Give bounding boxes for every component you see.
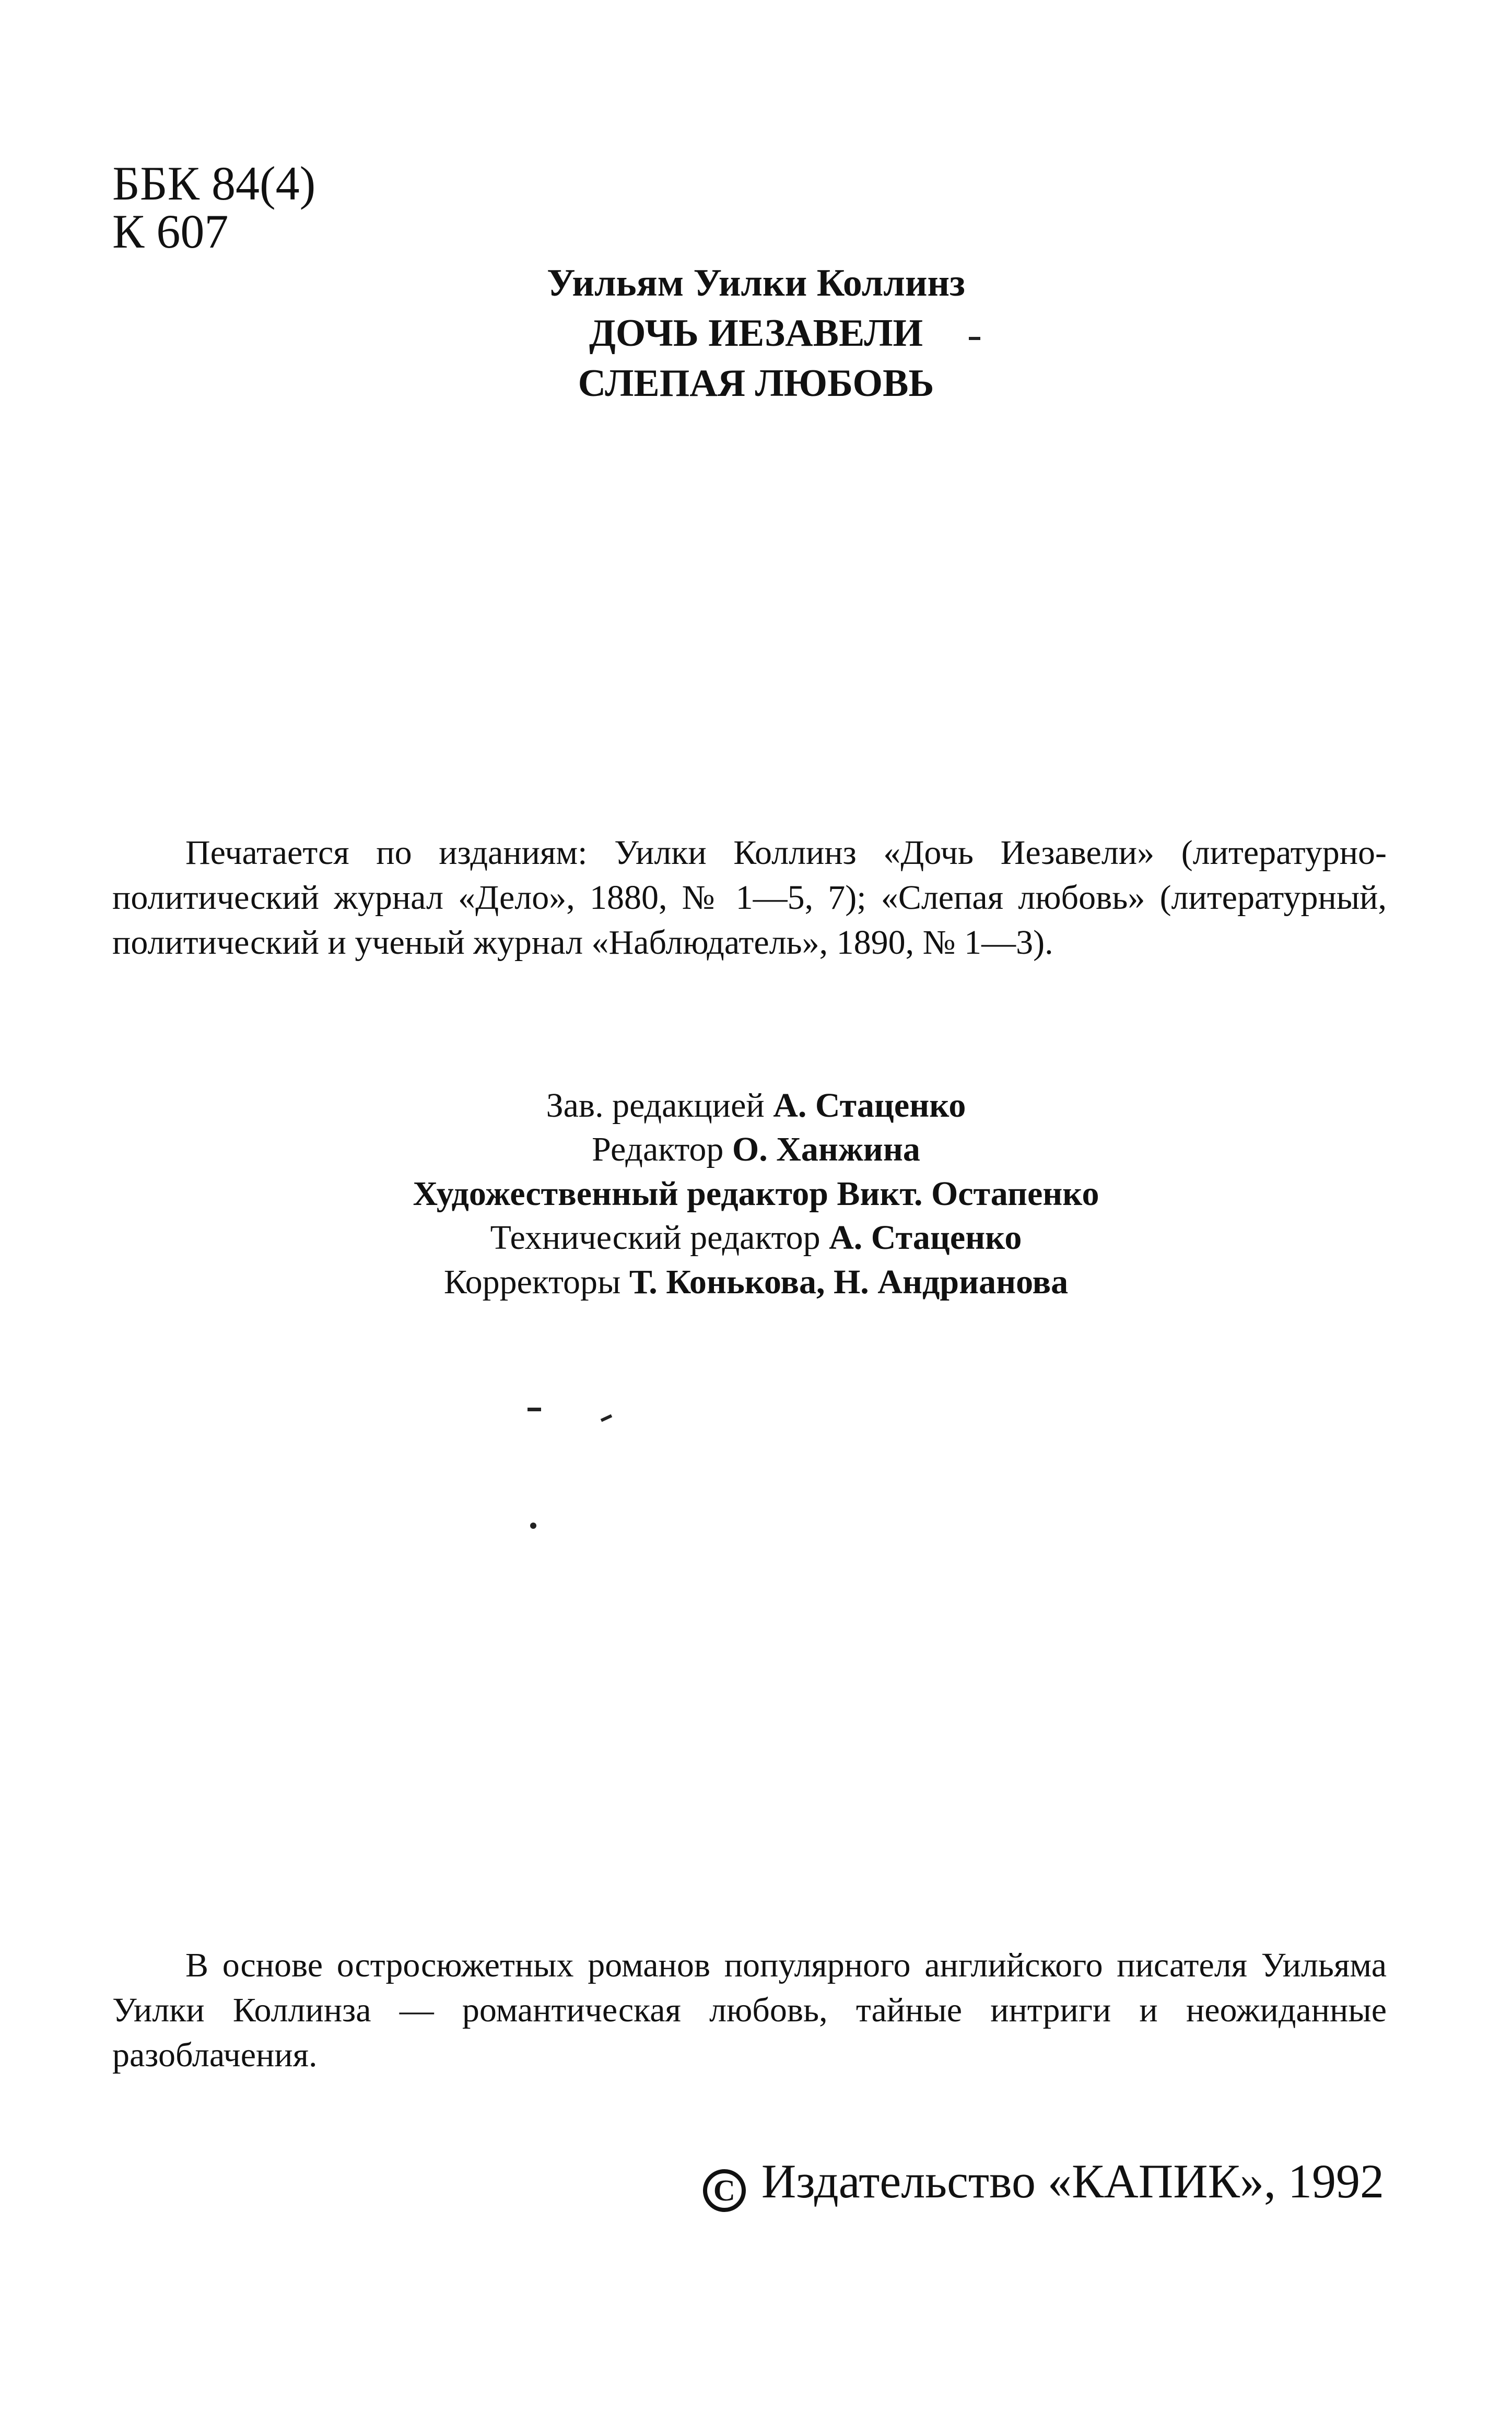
author-index-code: К 607	[112, 205, 229, 258]
credit-person: Викт. Остапенко	[837, 1174, 1099, 1213]
credit-role: Редактор	[592, 1130, 724, 1169]
credit-line	[0, 1084, 1512, 1128]
annotation: В основе остросюжетных романов популярного английского писателя Уильяма Уилки Коллинза — романтическая любовь, тайные интриги и неожиданные разоблачения.	[112, 1946, 1387, 2074]
print-mark	[528, 1408, 541, 1411]
credit-person: Т. Конькова, Н. Андрианова	[629, 1262, 1069, 1301]
source-note: Печатается по изданиям: Уилки Коллинз «Дочь Иезавели» (литературно-политический журнал «Дело», 1880, № 1—5, 7); «Слепая любовь» (литературный, политический и ученый журнал «Наблюдатель», 1890, № 1—3).	[112, 834, 1387, 962]
classification-codes	[112, 157, 316, 258]
credit-line	[0, 1172, 1512, 1216]
credit-line	[0, 1260, 1512, 1304]
credit-line	[0, 1128, 1512, 1172]
book-title-2: СЛЕПАЯ ЛЮБОВЬ	[578, 362, 934, 405]
title-block	[0, 264, 1512, 414]
credit-role: Художественный редактор	[413, 1174, 828, 1213]
bbk-code: ББК 84(4)	[112, 157, 316, 210]
author-name: Уильям Уилки Коллинз	[547, 262, 965, 305]
credit-role: Корректоры	[443, 1262, 621, 1301]
print-mark	[530, 1523, 536, 1529]
credit-person: О. Ханжина	[732, 1130, 920, 1169]
print-mark	[969, 337, 980, 340]
book-title-1: ДОЧЬ ИЕЗАВЕЛИ	[589, 312, 923, 355]
editorial-credits	[0, 1084, 1512, 1304]
credit-person: А. Стаценко	[773, 1086, 966, 1125]
credit-line	[0, 1216, 1512, 1260]
credit-role: Технический редактор	[490, 1219, 821, 1257]
print-mark	[601, 1414, 612, 1422]
copyright-text: Издательство «КАПИК», 1992	[761, 2155, 1384, 2208]
credit-person: А. Стаценко	[829, 1219, 1022, 1257]
copyright-icon: C	[703, 2169, 746, 2212]
copyright-line	[684, 2157, 1384, 2212]
credit-role: Зав. редакцией	[546, 1086, 765, 1125]
